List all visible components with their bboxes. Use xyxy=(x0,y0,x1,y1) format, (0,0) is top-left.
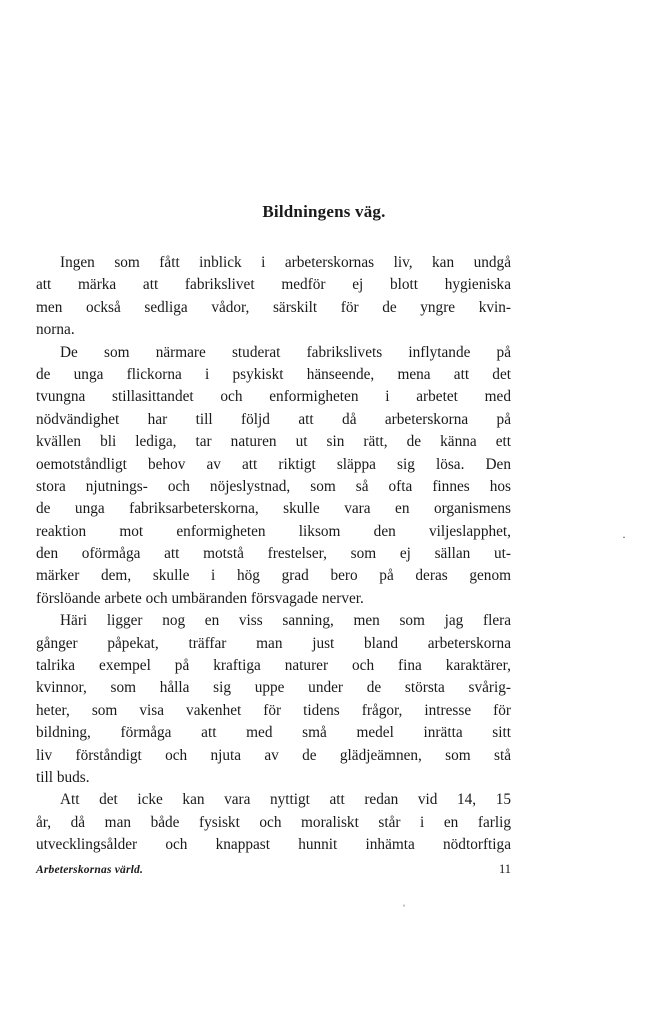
bottom-speck-mark: ˌ xyxy=(402,893,406,907)
text-line: Ingen som fått inblick i arbeterskornas liv, kan undgå xyxy=(60,254,511,271)
text-line: kvällen bli lediga, tar naturen ut sin rätt, de känna ett xyxy=(36,433,511,451)
text-line: att märka att fabrikslivet medför ej blott hygieniska xyxy=(36,276,511,294)
text-line: bildning, förmåga att med små medel inrätta sitt xyxy=(36,724,511,742)
text-line: heter, som visa vakenhet för tidens frågor, intresse för xyxy=(36,701,511,719)
text-line: de unga fabriksarbeterskorna, skulle vara en organismens xyxy=(36,500,511,518)
text-line: till buds. xyxy=(36,768,90,786)
text-line: utvecklingsålder och knappast hunnit inhämta nödtorftiga xyxy=(36,836,511,854)
text-line: märker dem, skulle i hög grad bero på deras genom xyxy=(36,567,511,585)
text-line: tvungna stillasittandet och enformigheten i arbetet med xyxy=(36,388,511,406)
text-line: de unga flickorna i psykiskt hänseende, mena att det xyxy=(36,365,511,383)
text-line: De som närmare studerat fabrikslivets inflytande på xyxy=(60,343,511,361)
text-line: liv förståndigt och njuta av de glädjeämnen, som stå xyxy=(36,746,511,764)
text-line: Att det icke kan vara nyttigt att redan vid 14, 15 xyxy=(60,791,511,809)
text-line: norna. xyxy=(36,321,75,339)
text-line: kvinnor, som hålla sig uppe under de största svårig- xyxy=(36,679,511,697)
chapter-title: Bildningens väg. xyxy=(262,202,386,221)
text-line: stora njutnings- och nöjeslystnad, som så ofta finnes hos xyxy=(36,477,511,495)
text-line: oemotståndligt behov av att riktigt släppa sig lösa. Den xyxy=(36,455,511,473)
text-line: men också sedliga vådor, särskilt för de yngre kvin- xyxy=(36,298,511,316)
text-line: nödvändighet har till följd att då arbeterskorna på xyxy=(36,410,511,428)
text-line: Häri ligger nog en viss sanning, men som jag flera xyxy=(60,612,511,630)
body-text xyxy=(36,252,511,857)
text-line: talrika exempel på kraftiga naturer och fina karaktärer, xyxy=(36,657,511,675)
footer-signature-number: 11 xyxy=(498,862,511,876)
text-line: reaktion mot enformigheten liksom den viljeslapphet, xyxy=(36,522,511,540)
margin-speck-mark: · xyxy=(622,530,626,544)
footer-signature: Arbeterskornas värld. xyxy=(36,864,144,876)
text-line: förslöande arbete och umbäranden försvagade nerver. xyxy=(36,589,364,607)
text-line: år, då man både fysiskt och moraliskt står i en farlig xyxy=(36,813,511,831)
text-line: den oförmåga att motstå frestelser, som ej sällan ut- xyxy=(36,545,511,563)
text-line: gånger påpekat, träffar man just bland arbeterskorna xyxy=(36,634,511,652)
